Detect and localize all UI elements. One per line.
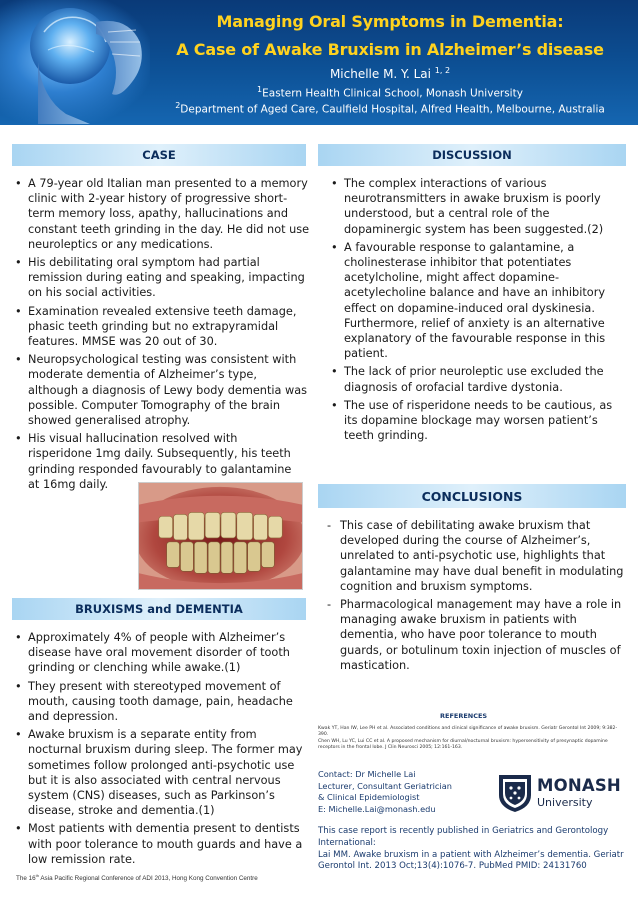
conclusions-heading: CONCLUSIONS xyxy=(318,484,626,508)
publication-note xyxy=(318,826,624,873)
case-bullet-5-line2: risperidone 1mg daily. Subsequently, his teeth xyxy=(28,447,291,461)
affiliation-2-text: Department of Aged Care, Caulfield Hospital, Alfred Health, Melbourne, Australia xyxy=(180,103,605,116)
discussion-bullet-4: • The use of risperidone needs to be cautious, as its dopamine blockage may worsen patient’s teeth grinding. xyxy=(330,398,626,444)
case-bullet-5-line1: His visual hallucination resolved with xyxy=(28,432,238,446)
discussion-heading: DISCUSSION xyxy=(318,144,626,166)
discussion-bullets xyxy=(330,176,626,446)
author-sup: 1, 2 xyxy=(434,66,451,75)
affiliation-1-sup: 1 xyxy=(257,85,263,94)
footer-pre: The 16 xyxy=(16,875,36,883)
author-name: Michelle M. Y. Lai xyxy=(329,67,431,81)
footer-post: Asia Pacific Regional Conference of ADI 2013, Hong Kong Convention Centre xyxy=(38,875,258,883)
contact-line-3: & Clinical Epidemiologist xyxy=(318,792,420,803)
bruxism-heading: BRUXISMS and DEMENTIA xyxy=(12,598,306,620)
case-heading: CASE xyxy=(12,144,306,166)
affiliation-2 xyxy=(150,101,630,116)
bruxism-bullets xyxy=(14,630,310,870)
affiliation-2-sup: 2 xyxy=(175,101,181,110)
contact-line-1: Contact: Dr Michelle Lai xyxy=(318,769,416,779)
discussion-bullet-1: • The complex interactions of various neurotransmitters in awake bruxism is poorly understood, but a central role of the dopaminergic system has been suggested.(2) xyxy=(330,176,626,237)
bruxism-bullet-1: • Approximately 4% of people with Alzheimer’s disease have oral movement disorder of tooth grinding or clenching while awake.(1) xyxy=(14,630,310,676)
case-bullet-5-line4: at 16mg daily. xyxy=(28,477,109,491)
references-list xyxy=(318,726,618,752)
conclusions-bullets xyxy=(326,518,626,676)
contact-email[interactable]: E: Michelle.Lai@monash.edu xyxy=(318,803,436,814)
case-bullet-4: • Neuropsychological testing was consistent with moderate dementia of Alzheimer’s type, although a diagnosis of Lewy body dementia was possible. Computer Tomography of the brain showed generalised atrophy. xyxy=(14,352,310,428)
poster-title-line2: A Case of Awake Bruxism in Alzheimer’s disease xyxy=(176,40,604,59)
conclusions-bullet-2: - Pharmacological management may have a role in managing awake bruxism in patients with dementia, who have poor tolerance to mouth guards, or botulinum toxin injection of muscles of mastication. xyxy=(326,597,626,673)
reference-1: Kwak YT, Han IW, Lee PH et al. Associated conditions and clinical significance of awake bruxism. Geriatr Gerontol Int 2009; 9:382-390. xyxy=(318,726,618,738)
contact-block xyxy=(318,769,498,815)
reference-2: Chen WH, Lu YC, Lui CC et al. A proposed mechanism for diurnal/nocturnal bruxism: hypersensitivity of presynaptic dopamine receptors in the frontal lobe. J Clin Neurosci 2005; 12:161-163. xyxy=(318,738,608,751)
author xyxy=(190,66,590,81)
monash-logo-name: MONASH xyxy=(537,776,621,795)
conclusions-bullet-1: - This case of debilitating awake bruxism that developed during the course of Alzheimer’s, unrelated to anti-psychotic use, highlights that galantamine may have dual benefit in modulating cognition and bruxism symptoms. xyxy=(326,518,626,594)
poster-title-line1: Managing Oral Symptoms in Dementia: xyxy=(216,12,564,31)
affiliation-1-text: Eastern Health Clinical School, Monash University xyxy=(262,87,523,100)
contact-line-2: Lecturer, Consultant Geriatrician xyxy=(318,780,452,791)
discussion-bullet-3: • The lack of prior neuroleptic use excluded the diagnosis of orofacial tardive dystonia. xyxy=(330,364,626,394)
publication-line-1: This case report is recently published in Geriatrics and Gerontology International: xyxy=(318,826,609,848)
case-bullet-2: • His debilitating oral symptom had partial remission during eating and speaking, impacting on his social activities. xyxy=(14,255,310,301)
bruxism-bullet-3: • Awake bruxism is a separate entity from nocturnal bruxism during sleep. The former may sometimes follow prolonged anti-psychotic use but it is also associated with central nervous system (CNS) diseases, such as Parkinson’s disease, stroke and dementia.(1) xyxy=(14,727,310,818)
monash-logo-sub: University xyxy=(537,796,593,809)
case-bullets xyxy=(14,176,310,495)
case-bullet-5-line3: grinding responded favourably to galantamine xyxy=(28,462,292,476)
affiliation-1 xyxy=(150,85,630,100)
footer-sup: th xyxy=(35,873,39,878)
case-bullet-1: • A 79-year old Italian man presented to a memory clinic with 2-year history of progressive short-term memory loss, apathy, hallucinations and constant teeth grinding in the day. He did not use neuroleptics or any medications. xyxy=(14,176,310,252)
references-heading: REFERENCES xyxy=(440,712,488,720)
discussion-bullet-2: • A favourable response to galantamine, a cholinesterase inhibitor that potentiates acetylcholine, might affect dopamine-acetylecholine balance and have an inhibitory effect on dopamine-induced oral dyskinesia. Furthermore, relief of anxiety is an alternative explanatory of the favourable response in this patient. xyxy=(330,240,626,362)
bruxism-bullet-4: • Most patients with dementia present to dentists with poor tolerance to mouth guards and have a low remission rate. xyxy=(14,821,310,867)
bruxism-bullet-2: • They present with stereotyped movement of mouth, causing tooth damage, pain, headache and depression. xyxy=(14,679,310,725)
poster-header xyxy=(0,0,638,125)
headache-figure-icon xyxy=(8,2,148,124)
teeth-photo xyxy=(138,482,303,590)
publication-line-2: Lai MM. Awake bruxism in a patient with Alzheimer’s dementia. Geriatr Gerontol Int. 2013 Oct;13(4):1076-7. PubMed PMID: 24131760 xyxy=(318,849,624,872)
conference-footer xyxy=(16,873,258,882)
case-bullet-3: • Examination revealed extensive teeth damage, phasic teeth grinding but no extrapyramidal features. MMSE was 20 out of 30. xyxy=(14,304,310,350)
